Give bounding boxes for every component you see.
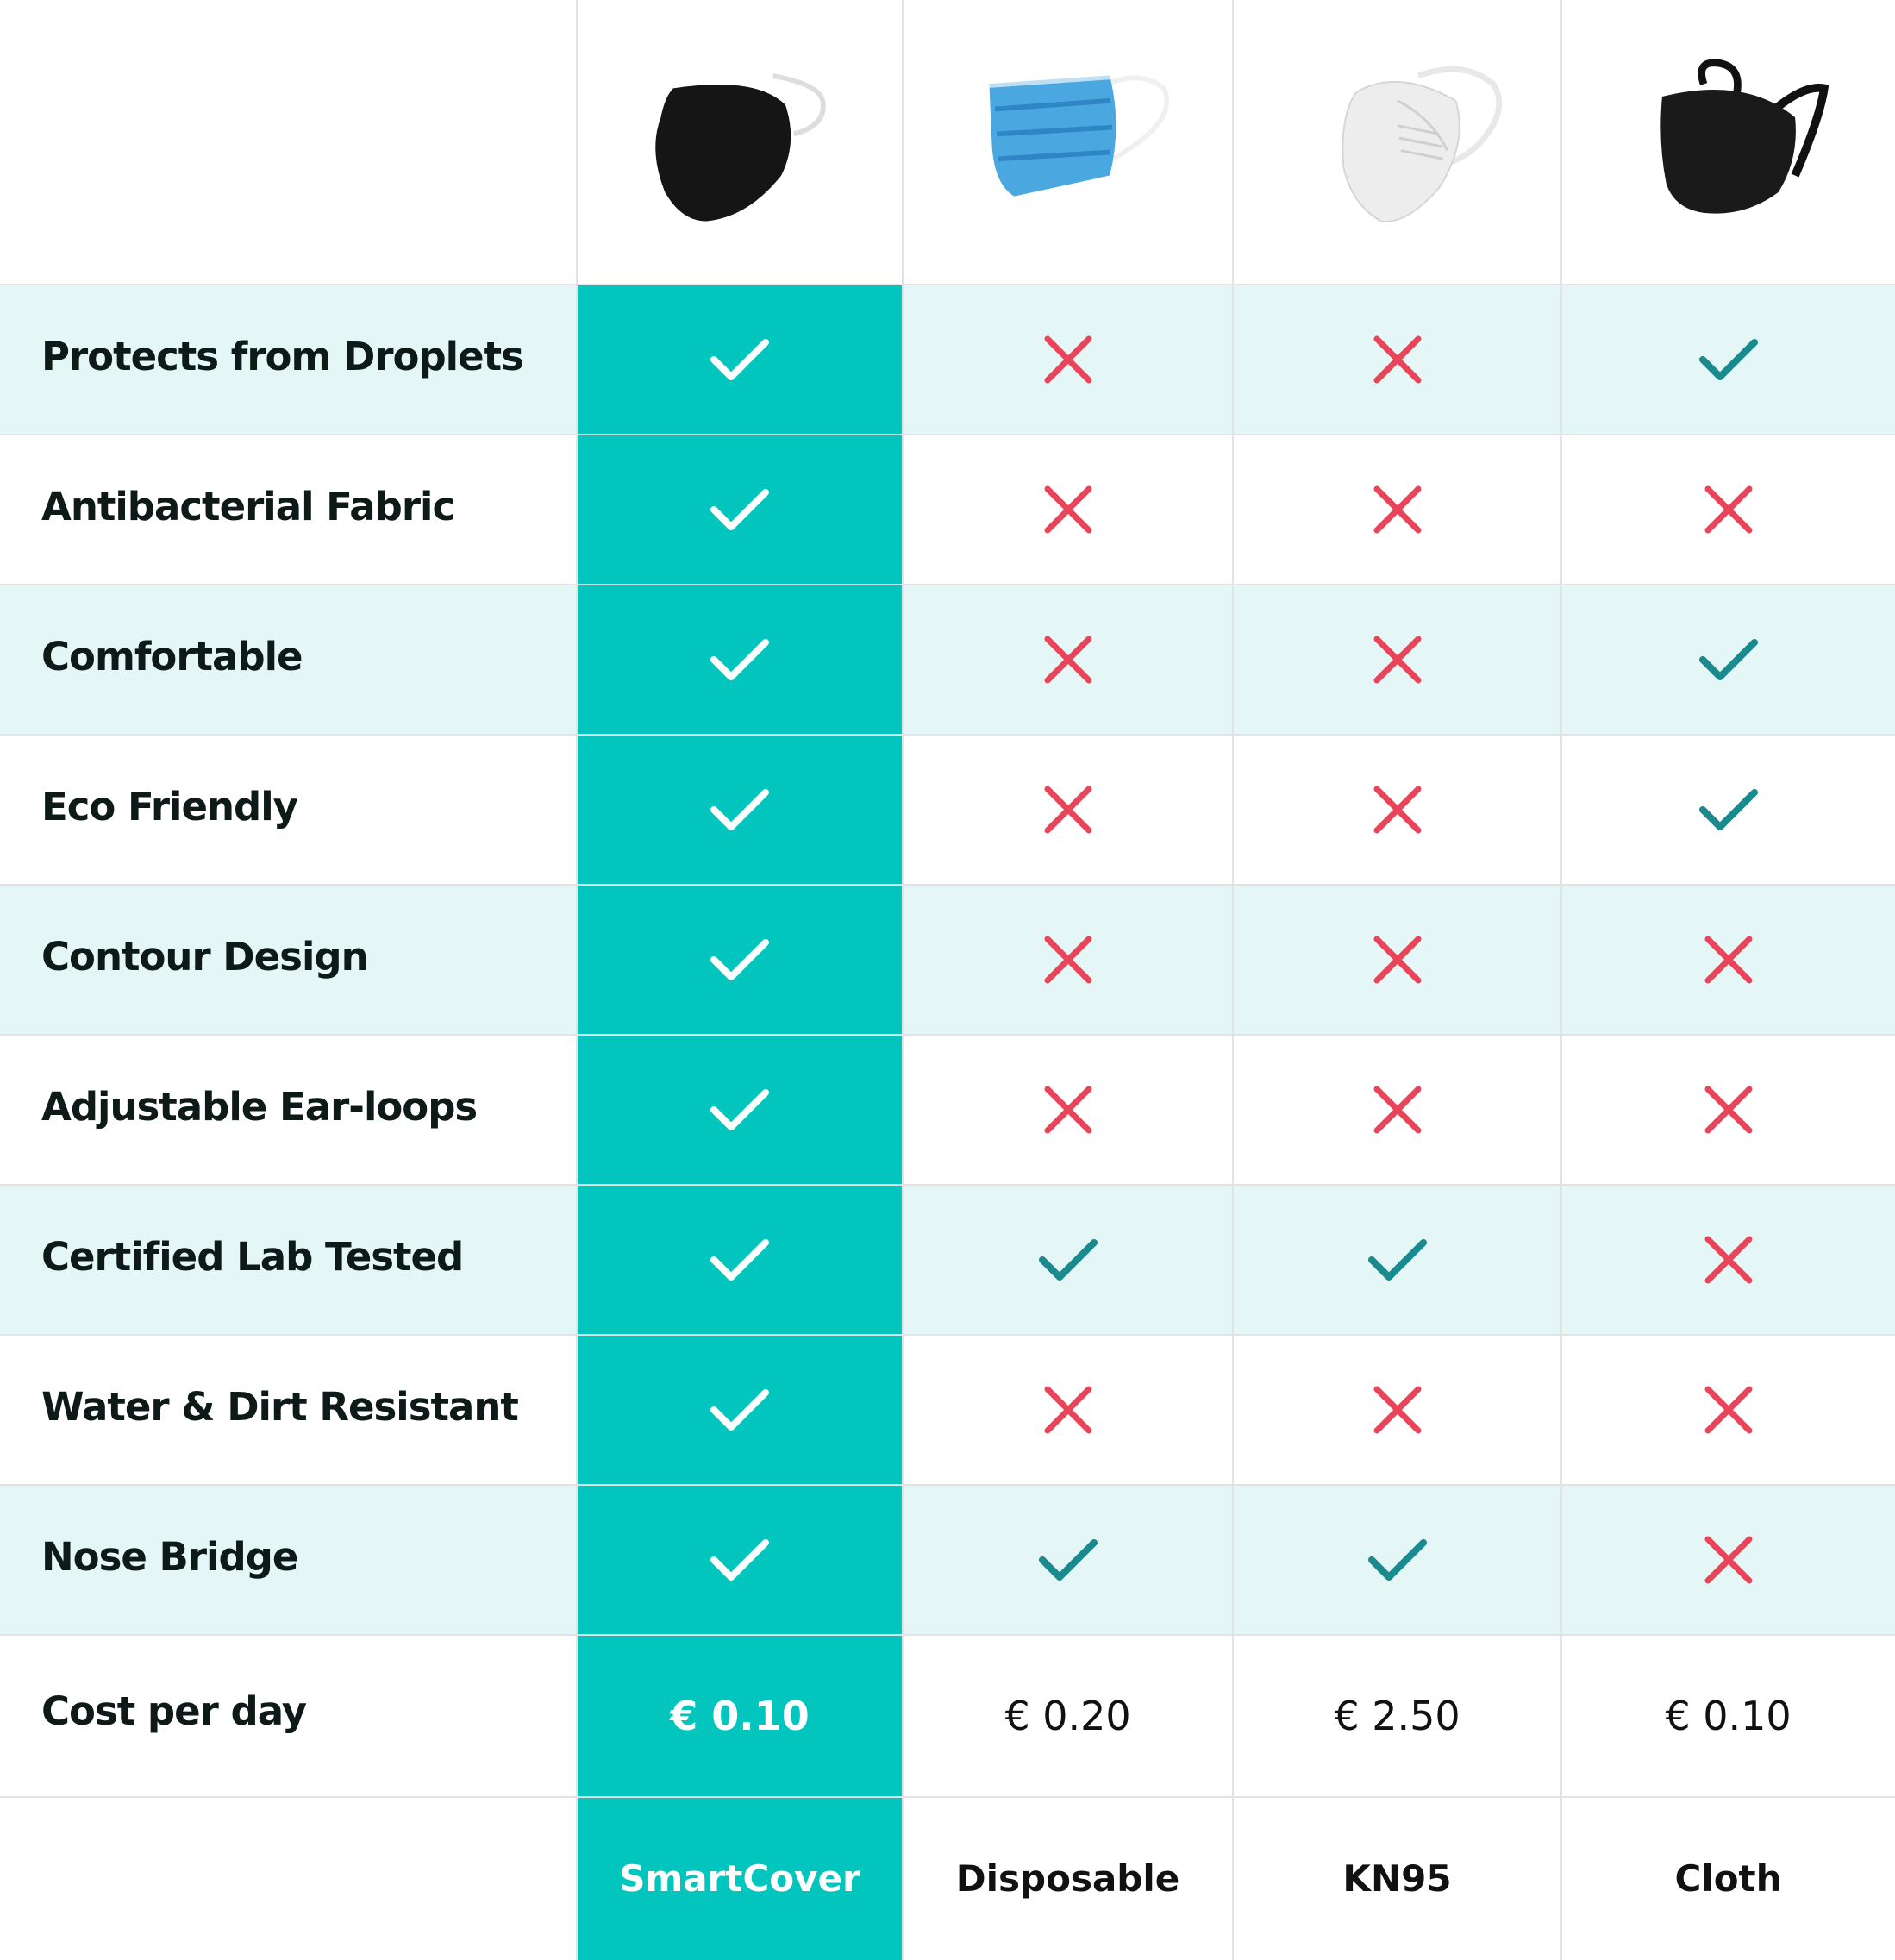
cross-icon [1035,327,1101,392]
check-icon [1035,1227,1101,1293]
column-name-text: SmartCover [619,1857,860,1900]
feature-cell [577,1185,903,1335]
check-icon [1365,1227,1430,1293]
feature-cell [1233,1185,1561,1335]
check-icon [707,1227,772,1293]
blue-surgical-mask-image [903,34,1233,250]
feature-cell [1233,1035,1561,1185]
price-value: € 0.10 [1665,1693,1792,1739]
feature-cell [577,435,903,585]
cross-icon [1365,1077,1430,1143]
blue-surgical-mask-image [943,51,1193,234]
price-cell [1561,1635,1895,1797]
feature-label: Certified Lab Tested [41,1234,464,1280]
column-name [903,1797,1233,1960]
cross-icon [1035,1077,1101,1143]
black-contour-mask-image [615,51,865,234]
feature-cell [577,885,903,1035]
price-cell [577,1635,903,1797]
price-value: € 2.50 [1334,1693,1460,1739]
feature-cell [1233,885,1561,1035]
feature-cell [1561,285,1895,435]
check-icon [707,1377,772,1443]
feature-cell [1233,585,1561,735]
feature-cell [577,585,903,735]
check-icon [707,1527,772,1593]
check-icon [1365,1527,1430,1593]
cross-icon [1696,1527,1761,1593]
feature-cell [1561,435,1895,585]
cost-label: Cost per day [41,1688,307,1734]
cross-icon [1696,1077,1761,1143]
feature-cell [1561,585,1895,735]
feature-label: Nose Bridge [41,1534,298,1580]
feature-cell [1561,1035,1895,1185]
feature-cell [1561,735,1895,885]
feature-cell [1233,735,1561,885]
feature-label: Antibacterial Fabric [41,484,455,529]
white-kn95-mask-image [1273,51,1523,234]
column-name [1561,1797,1895,1960]
check-icon [707,777,772,842]
check-icon [1696,627,1761,692]
feature-cell [1233,1485,1561,1635]
price-value: € 0.20 [1004,1693,1131,1739]
feature-cell [1233,285,1561,435]
price-value: € 0.10 [670,1693,810,1739]
feature-label: Water & Dirt Resistant [41,1384,518,1430]
check-icon [1035,1527,1101,1593]
feature-cell [903,285,1233,435]
feature-cell [1233,435,1561,585]
feature-cell [577,1335,903,1485]
column-name-text: Cloth [1674,1857,1782,1900]
feature-cell [577,285,903,435]
feature-cell [1561,1185,1895,1335]
feature-cell [1233,1335,1561,1485]
check-icon [707,327,772,392]
check-icon [1696,777,1761,842]
feature-cell [903,735,1233,885]
feature-label: Eco Friendly [41,784,298,830]
column-name [1233,1797,1561,1960]
cross-icon [1365,627,1430,692]
cross-icon [1035,927,1101,993]
feature-cell [903,885,1233,1035]
column-name-text: KN95 [1342,1857,1452,1900]
feature-label: Contour Design [41,934,368,980]
check-icon [707,477,772,542]
black-cloth-mask-image [1604,51,1854,234]
cross-icon [1365,927,1430,993]
cross-icon [1365,1377,1430,1443]
check-icon [1696,327,1761,392]
feature-cell [903,1485,1233,1635]
feature-cell [1561,885,1895,1035]
feature-cell [577,735,903,885]
cross-icon [1035,477,1101,542]
cross-icon [1035,777,1101,842]
feature-label: Adjustable Ear-loops [41,1084,478,1130]
black-cloth-mask-image [1561,34,1895,250]
feature-cell [1561,1485,1895,1635]
feature-cell [1561,1335,1895,1485]
cross-icon [1365,477,1430,542]
price-cell [1233,1635,1561,1797]
white-kn95-mask-image [1233,34,1561,250]
cross-icon [1035,627,1101,692]
check-icon [707,927,772,993]
feature-label: Protects from Droplets [41,334,523,379]
feature-cell [903,435,1233,585]
black-contour-mask-image [577,34,903,250]
feature-cell [903,1185,1233,1335]
feature-label: Comfortable [41,634,303,679]
price-cell [903,1635,1233,1797]
feature-cell [577,1485,903,1635]
cross-icon [1365,777,1430,842]
feature-cell [577,1035,903,1185]
check-icon [707,1077,772,1143]
cross-icon [1696,477,1761,542]
cross-icon [1035,1377,1101,1443]
column-name [577,1797,903,1960]
cross-icon [1696,1227,1761,1293]
check-icon [707,627,772,692]
cross-icon [1696,927,1761,993]
feature-cell [903,1035,1233,1185]
feature-cell [903,1335,1233,1485]
column-name-text: Disposable [955,1857,1180,1900]
feature-cell [903,585,1233,735]
cross-icon [1365,327,1430,392]
cross-icon [1696,1377,1761,1443]
